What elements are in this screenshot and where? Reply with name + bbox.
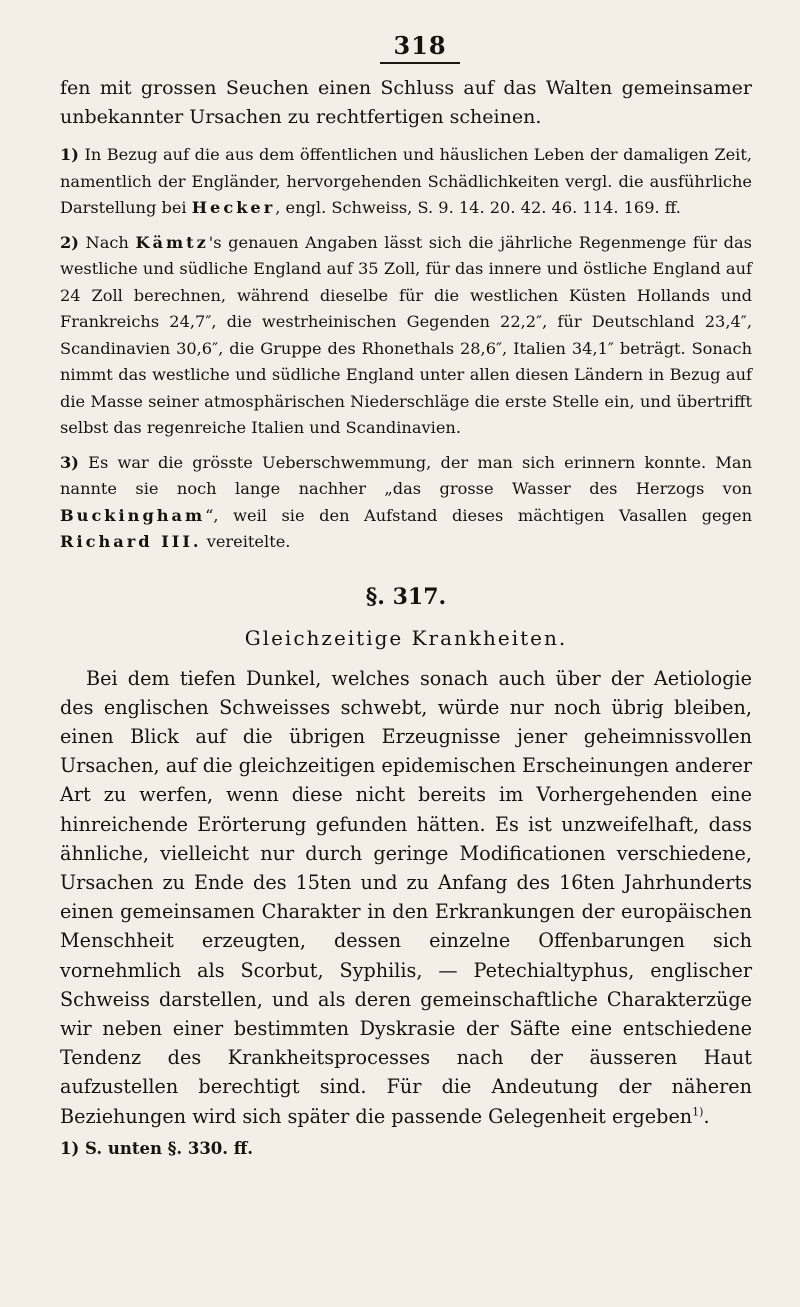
intro-paragraph: fen mit grossen Seuchen einen Schluss auf das Walten gemeinsamer unbekannter Ursachen zu rechtfertigen scheinen. [60, 77, 752, 128]
note-number: 2) [60, 232, 79, 252]
note-text: Es war die grösste Ueberschwemmung, der man sich erinnern konnte. Man nannte sie noch lange nachher „das grosse Wasser des Herzogs von [60, 452, 752, 498]
body-end: . [703, 1104, 710, 1128]
note-text: vereitelte. [201, 532, 291, 551]
person-name: Richard III. [60, 532, 202, 551]
note-2 [60, 230, 752, 442]
note-3 [60, 450, 752, 556]
note-1 [60, 142, 752, 222]
footnote-text: S. unten §. 330. ff. [85, 1138, 254, 1158]
author-name: Kämtz [135, 232, 209, 252]
note-number: 1) [60, 145, 79, 164]
footnote-mark: 1) [692, 1105, 704, 1119]
author-name: Hecker [191, 198, 276, 217]
note-text: 's genauen Angaben lässt sich die jährliche Regenmenge für das westliche und südliche England auf 35 Zoll, für das innere und östliche England auf 24 Zoll berechnen, während dieselbe für die westlichen Küsten Hollands und Frankreichs 24,7″, die westrheinischen Gegenden 22,2″, für Deutschland 23,4″, Scandinavien 30,6″, die Gruppe des Rhonethals 28,6″, Italien 34,1″ beträgt. Sonach nimmt das westliche und südliche England unter allen diesen Ländern in Bezug auf die Masse seiner atmosphärischen Niederschläge die erste Stelle ein, und übertrifft selbst das regenreiche Italien und Scandinavien. [60, 232, 752, 437]
body-paragraph [60, 664, 752, 1131]
note-text: , engl. Schweiss, S. 9. 14. 20. 42. 46. 114. 169. ff. [275, 198, 681, 217]
footnote [60, 1135, 752, 1163]
page-number-rule [380, 62, 460, 64]
note-number: 3) [60, 452, 79, 472]
page-number: 318 [393, 31, 447, 60]
footnote-number: 1) [60, 1138, 80, 1158]
notes-block [60, 142, 752, 556]
note-text: In Bezug auf die aus dem öffentlichen und häuslichen Leben der damaligen Zeit, namentlich der Engländer, hervorgehenden Schädlichkeiten vergl. die ausführliche Darstellung bei [60, 145, 752, 217]
body-text: Bei dem tiefen Dunkel, welches sonach auch über der Aetiologie des englischen Schweisses schwebt, würde nur noch übrig bleiben, einen Blick auf die übrigen Erzeugnisse jener geheimnissvollen Ursachen, auf die gleichzeitigen epidemischen Erscheinungen anderer Art zu werfen, wenn diese nicht bereits im Vorhergehenden eine hinreichende Erörterung gefunden hätten. Es ist unzweifelhaft, dass ähnliche, vielleicht nur durch geringe Modificationen verschiedene, Ursachen zu Ende des 15ten und zu Anfang des 16ten Jahrhunderts einen gemeinsamen Charakter in den Erkrankungen der europäischen Menschheit erzeugten, dessen einzelne Offenbarungen sich vornehmlich als Scorbut, Syphilis, — Petechialtyphus, englischer Schweiss darstellen, und als deren gemeinschaftliche Charakterzüge wir neben einer bestimmten Dyskrasie der Säfte eine entschiedene Tendenz des Krankheitsprocesses nach der äusseren Haut aufzustellen berechtigt sind. Für die Andeutung der näheren Beziehungen wird sich später die passende Gelegenheit ergeben [60, 666, 752, 1128]
section-number: §. 317. [365, 583, 447, 610]
note-text: Nach [85, 232, 136, 252]
note-text: “, weil sie den Aufstand dieses mächtigen Vasallen gegen [205, 505, 752, 525]
section-title: Gleichzeitige Krankheiten. [244, 625, 568, 650]
person-name: Buckingham [60, 505, 206, 525]
